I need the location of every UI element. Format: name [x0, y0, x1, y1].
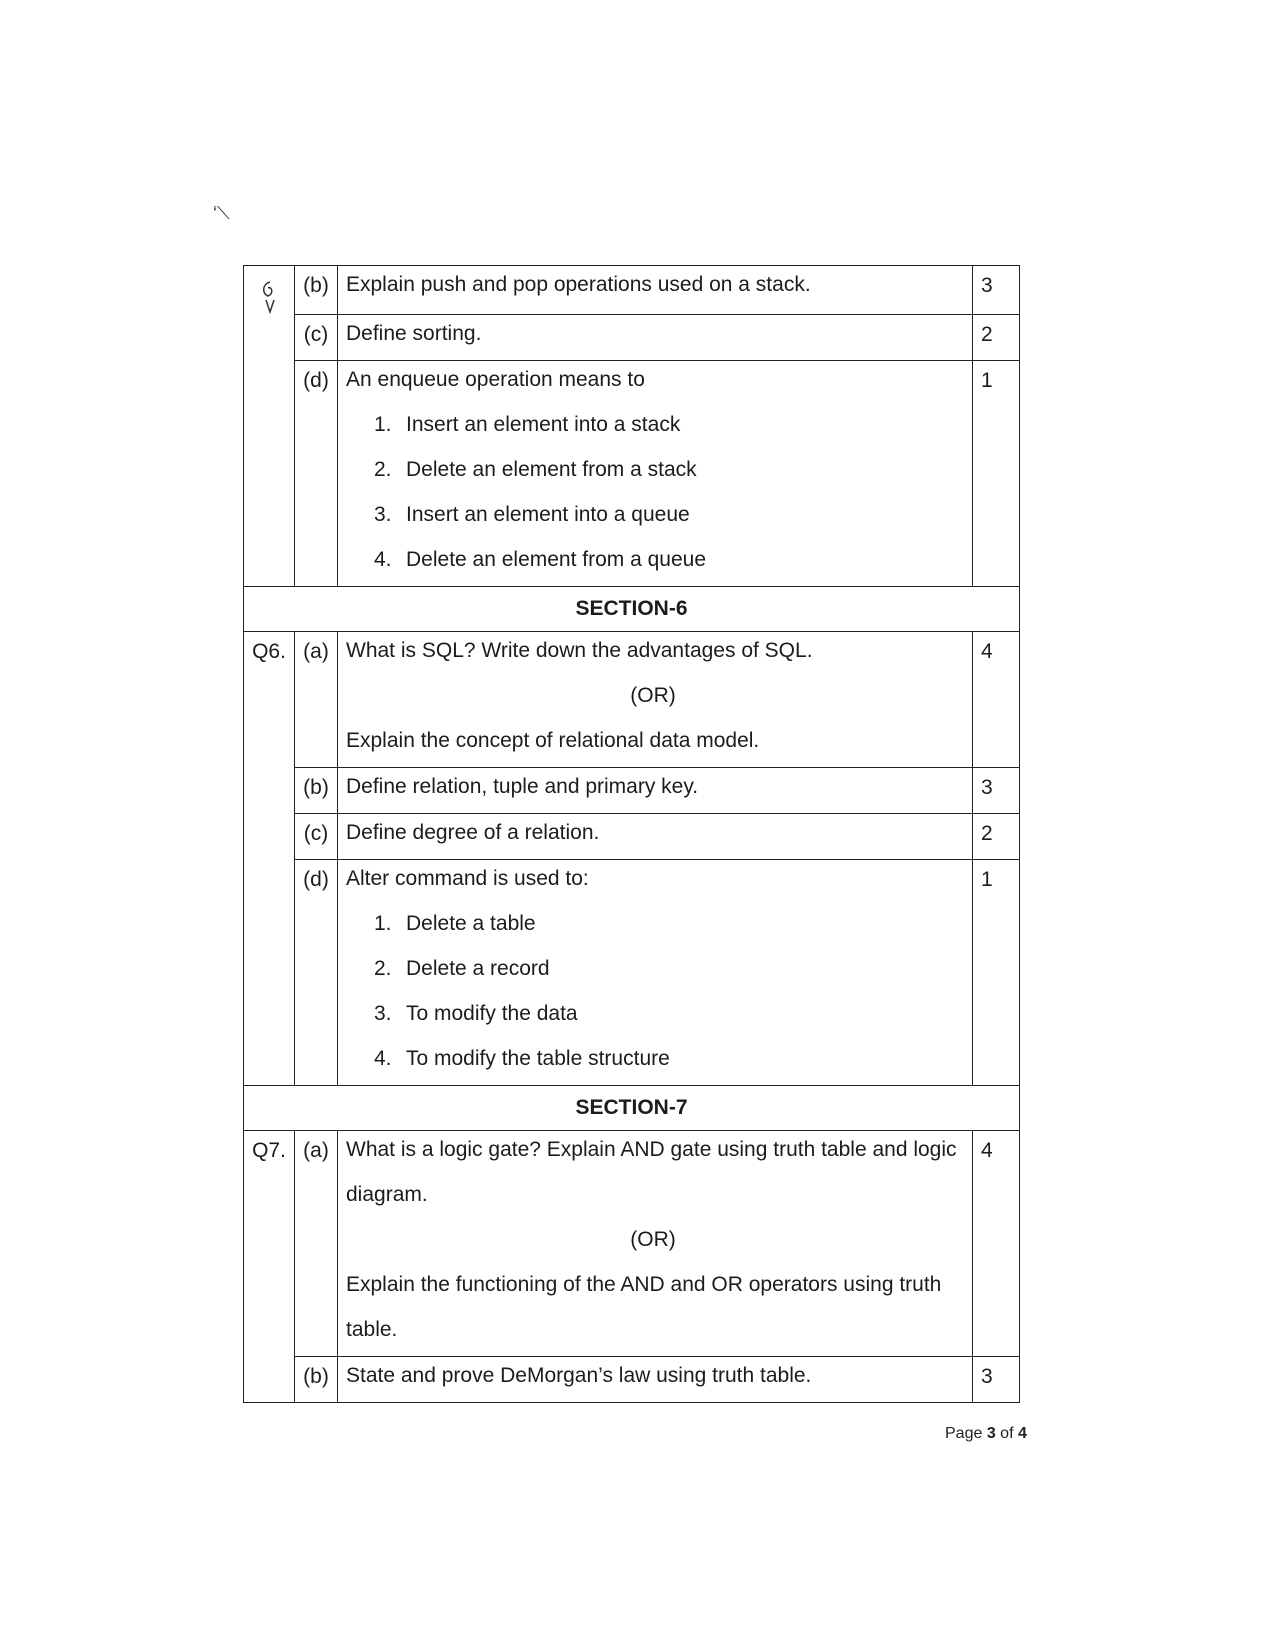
part-label: (d) [295, 361, 338, 587]
option-item: 2. Delete an element from a stack [374, 458, 697, 481]
question-text: Define degree of a relation. [346, 821, 600, 844]
scan-mark: ‘⟍ [213, 203, 230, 223]
option-item: 3. Insert an element into a queue [374, 503, 690, 526]
section-title: SECTION-7 [244, 1086, 1020, 1131]
question-text: Explain push and pop operations used on a stack. [346, 273, 811, 296]
part-label: (c) [295, 814, 338, 860]
section-title: SECTION-6 [244, 587, 1020, 632]
part-label: (b) [295, 266, 338, 315]
table-row [244, 315, 1020, 361]
handwritten-mark-icon [258, 278, 280, 314]
page-number: 3 [986, 1425, 996, 1442]
part-label: (a) [295, 632, 338, 768]
option-item: 4. Delete an element from a queue [374, 548, 707, 571]
question-text: State and prove DeMorgan’s law using truth table. [346, 1364, 812, 1387]
marks-cell: 4 [973, 632, 1020, 768]
question-text: An enqueue operation means to [346, 368, 645, 391]
question-text: Define sorting. [346, 322, 482, 345]
question-text: Define relation, tuple and primary key. [346, 775, 699, 798]
marks-cell: 2 [973, 814, 1020, 860]
part-label: (d) [295, 860, 338, 1086]
table-row [244, 860, 1020, 1086]
section-header-row [244, 1086, 1020, 1131]
alternative-question-text: Explain the functioning of the AND and OR operators using truth [346, 1273, 942, 1296]
table-row [244, 266, 1020, 315]
part-label: (b) [295, 1357, 338, 1403]
marks-cell: 2 [973, 315, 1020, 361]
part-label: (b) [295, 768, 338, 814]
marks-cell: 1 [973, 361, 1020, 587]
table-row [244, 814, 1020, 860]
or-label: (OR) [630, 684, 676, 707]
part-label: (a) [295, 1131, 338, 1357]
question-label: Q7. [244, 1131, 295, 1357]
table-row [244, 1131, 1020, 1357]
option-item: 3. To modify the data [374, 1002, 578, 1025]
section-header-row [244, 587, 1020, 632]
option-item: 2. Delete a record [374, 957, 550, 980]
question-table [243, 265, 1020, 1403]
option-item: 4. To modify the table structure [374, 1047, 670, 1070]
or-label: (OR) [630, 1228, 676, 1251]
question-label-cell [244, 266, 295, 315]
question-text: Alter command is used to: [346, 867, 589, 890]
marks-cell: 4 [973, 1131, 1020, 1357]
marks-cell: 3 [973, 1357, 1020, 1403]
option-item: 1. Insert an element into a stack [374, 413, 681, 436]
alternative-question-text: Explain the concept of relational data model. [346, 729, 760, 752]
marks-cell: 3 [973, 768, 1020, 814]
table-row [244, 361, 1020, 587]
question-text-continued: diagram. [346, 1183, 428, 1206]
table-row [244, 768, 1020, 814]
marks-cell: 3 [973, 266, 1020, 315]
question-text: What is a logic gate? Explain AND gate using truth table and logic [346, 1138, 957, 1161]
marks-cell: 1 [973, 860, 1020, 1086]
question-text: What is SQL? Write down the advantages of SQL. [346, 639, 813, 662]
alternative-question-text-continued: table. [346, 1318, 398, 1341]
part-label: (c) [295, 315, 338, 361]
question-label: Q6. [244, 632, 295, 768]
page-total: 4 [1017, 1425, 1027, 1442]
table-row [244, 632, 1020, 768]
table-row [244, 1357, 1020, 1403]
page-footer: Page 3 of 4 [945, 1425, 1027, 1442]
option-item: 1. Delete a table [374, 912, 536, 935]
